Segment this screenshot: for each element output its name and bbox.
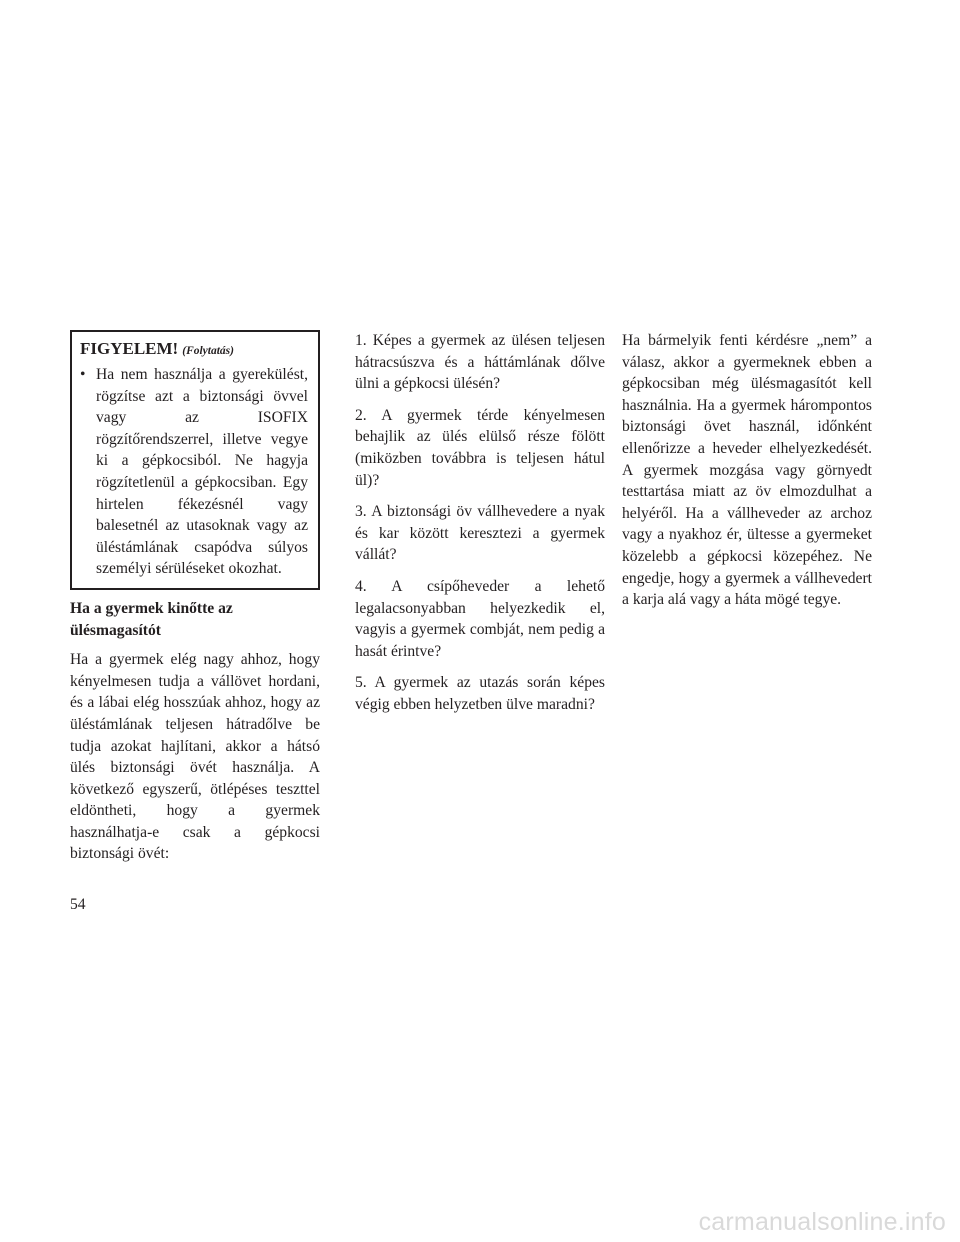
bullet-mark: •	[80, 366, 86, 383]
section-heading: Ha a gyermek kinőtte az ülésmagasítót	[70, 599, 233, 639]
question-2: 2. A gyermek térde kényelmesen behajlik az ülés elülső része fölött (miközben továbbra is teljesen hátul ül)?	[355, 406, 605, 489]
warning-title-text: FIGYELEM!	[80, 339, 179, 358]
right-column	[622, 330, 872, 621]
question-1: 1. Képes a gyermek az ülésen teljesen hátracsúszva és a háttámlának dőlve ülni a gépkocsi ülésén?	[355, 332, 605, 393]
page-number: 54	[70, 896, 86, 913]
section-intro: Ha a gyermek elég nagy ahhoz, hogy kényelmesen tudja a vállövet hordani, és a lábai elég hosszúak ahhoz, hogy az üléstámlának teljesen hátradőlve be tudja azokat hajlítani, akkor a hátsó ülés biztonsági övét használja. A következő egyszerű, ötlépéses teszttel eldöntheti, hogy a gyermek használhatja-e csak a gépkocsi biztonsági övét:	[70, 651, 320, 863]
watermark: carmanualsonline.info	[698, 1208, 946, 1236]
warning-box	[70, 330, 320, 590]
conclusion-paragraph: Ha bármelyik fenti kérdésre „nem” a válasz, akkor a gyermeknek ebben a gépkocsiban még ülésmagasítót kell használnia. Ha a gyermek hárompontos biztonsági övet használ, időnként ellenőrizze a heveder elhelyezkedését. A gyermek mozgása vagy görnyedt testtartása miatt az öv elmozdulhat a helyéről. Ha a vállheveder az archoz vagy a nyakhoz ér, ültesse a gyermeket közelebb a gépkocsi közepéhez. Ne engedje, hogy a gyermek a vállhevedert a karja alá vagy a háta mögé tegye.	[622, 332, 872, 609]
middle-column	[355, 330, 605, 726]
warning-title	[80, 338, 308, 362]
question-4: 4. A csípőheveder a lehető legalacsonyabban helyezkedik el, vagyis a gyermek combját, nem pedig a hasát érintve?	[355, 577, 605, 660]
warning-bullet-text: Ha nem használja a gyerekülést, rögzítse azt a biztonsági övvel vagy az ISOFIX rögzítőrendszerrel, illetve vegye ki a gépkocsiból. Ne hagyja rögzítetlenül a gépkocsiban. Egy hirtelen fékezésnél vagy balesetnél az utasoknak vagy az üléstámlának csapódva súlyos személyi sérüléseket okozhat.	[96, 366, 308, 578]
question-3: 3. A biztonsági öv vállhevedere a nyak és kar között keresztezi a gyermek vállát?	[355, 503, 605, 564]
question-5: 5. A gyermek az utazás során képes végig ebben helyzetben ülve maradni?	[355, 674, 605, 713]
left-column	[70, 330, 320, 875]
warning-bullet	[80, 364, 308, 580]
warning-subtitle: (Folytatás)	[182, 345, 234, 357]
